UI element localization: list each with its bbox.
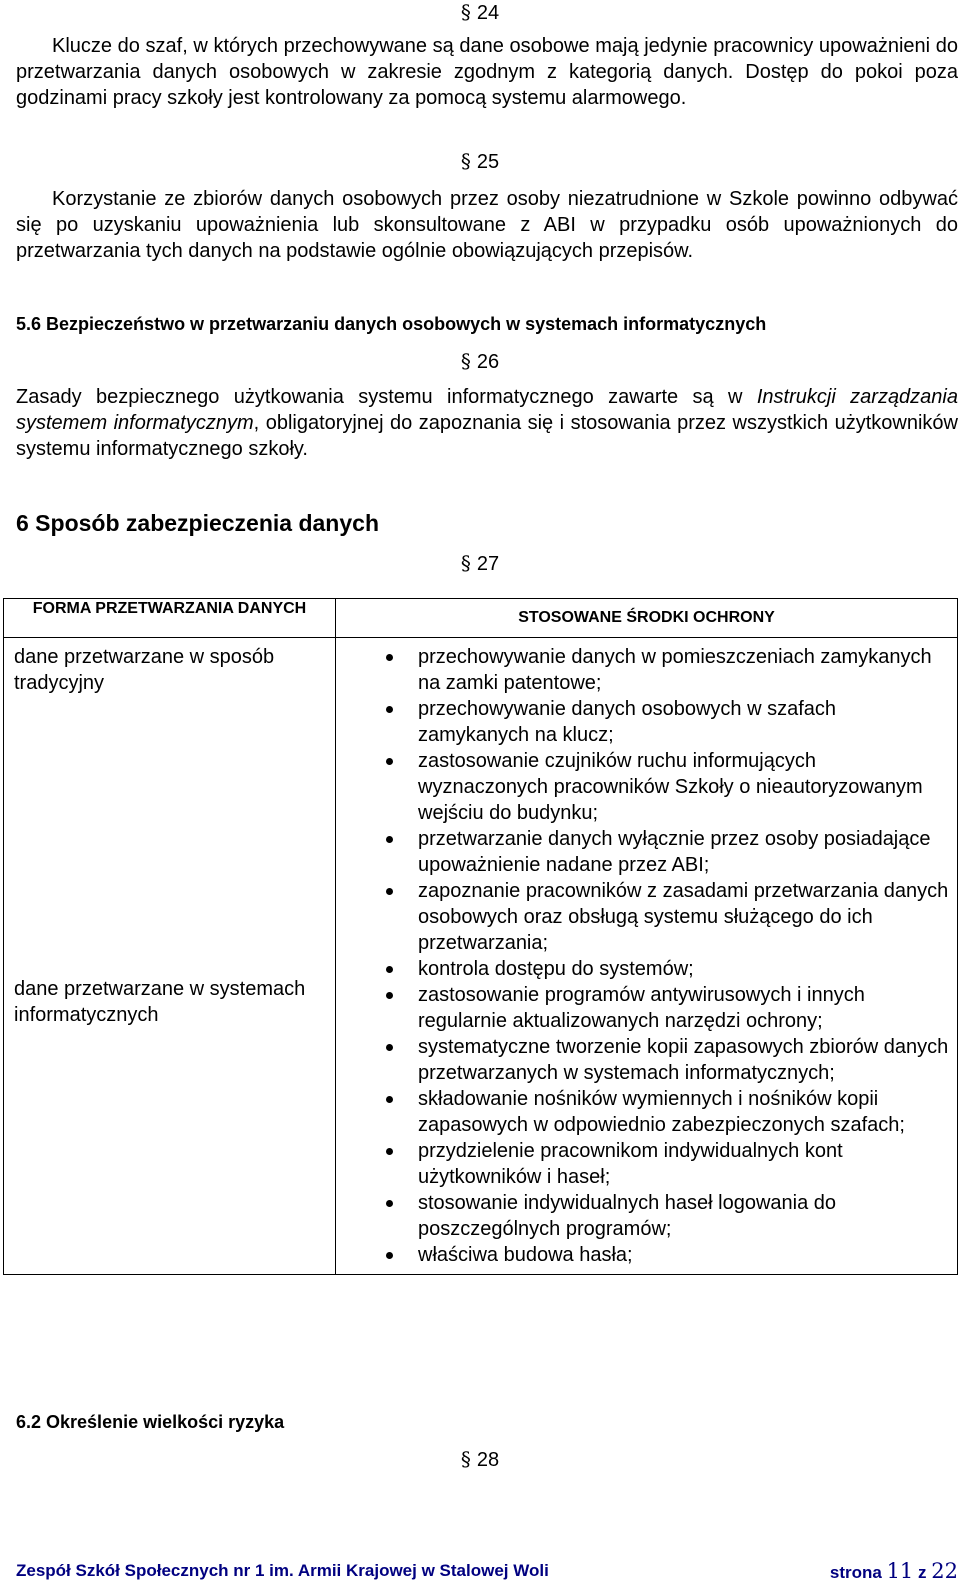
heading-5-6: 5.6 Bezpieczeństwo w przetwarzaniu danych osobowych w systemach informatycznych (16, 314, 767, 334)
column-header-form: FORMA PRZETWARZANIA DANYCH (4, 599, 336, 638)
footer-page-number (830, 1557, 958, 1587)
list-item: zastosowanie czujników ruchu informujących wyznaczonych pracowników Szkoły o nieautoryzowanym wejściu do budynku; (336, 748, 957, 826)
paragraph-24 (16, 33, 958, 111)
heading-6-2: 6.2 Określenie wielkości ryzyka (16, 1412, 285, 1432)
form-traditional: dane przetwarzane w sposób tradycyjny (14, 646, 275, 694)
section-symbol: § (460, 1447, 471, 1471)
footer-page-word: strona (829, 1563, 882, 1582)
list-item: systematyczne tworzenie kopii zapasowych zbiorów danych przetwarzanych w systemach informatycznych; (336, 1034, 957, 1086)
table-row (4, 638, 958, 1275)
footer-total-pages: 22 (931, 1559, 958, 1583)
footer-of-word: z (918, 1563, 927, 1582)
paragraph-24-text: Klucze do szaf, w których przechowywane są dane osobowe mają jedynie pracownicy upoważnieni do przetwarzania danych osobowych w zakresie zgodnym z kategorią danych. Dostęp do pokoi poza godzinami pracy szkoły jest kontrolowany za pomocą systemu alarmowego. (16, 35, 958, 109)
section-symbol: § (460, 349, 471, 373)
section-symbol: § (460, 0, 471, 24)
table-header-row (4, 599, 958, 638)
paragraph-25 (16, 186, 958, 264)
column-header-measures: STOSOWANE ŚRODKI OCHRONY (336, 599, 958, 638)
section-symbol: § (460, 149, 471, 173)
measures-list (336, 644, 957, 1268)
list-item: przydzielenie pracownikom indywidualnych kont użytkowników i haseł; (336, 1138, 957, 1190)
page-footer (16, 1557, 958, 1585)
list-item: stosowanie indywidualnych haseł logowania do poszczególnych programów; (336, 1190, 957, 1242)
section-number: 26 (476, 351, 500, 373)
paragraph-26-text-c: , obligatoryjnej do zapoznania się i stosowania przez wszystkich użytkowników systemu informatycznego szkoły. (16, 412, 958, 460)
form-cell (4, 638, 336, 1275)
section-number: 28 (476, 1449, 500, 1471)
list-item: zapoznanie pracowników z zasadami przetwarzania danych osobowych oraz obsługą systemu służącego do ich przetwarzania; (336, 878, 957, 956)
section-heading-25 (0, 149, 960, 174)
section-heading-28 (0, 1447, 960, 1472)
section-heading-27 (0, 551, 960, 576)
heading-6: 6 Sposób zabezpieczenia danych (16, 510, 379, 536)
list-item: przechowywanie danych w pomieszczeniach zamykanych na zamki patentowe; (336, 644, 957, 696)
list-item: właściwa budowa hasła; (336, 1242, 957, 1268)
paragraph-25-text: Korzystanie ze zbiorów danych osobowych przez osoby niezatrudnione w Szkole powinno odbywać się po uzyskaniu upoważnienia lub skonsultowane z ABI w przypadku osób upoważnionych do przetwarzania tych danych na podstawie ogólnie obowiązujących przepisów. (16, 188, 958, 262)
protection-measures-table (3, 598, 958, 1275)
paragraph-26-title: Instrukcji zarządzania systemem informatycznym (16, 386, 958, 434)
measures-cell (336, 638, 958, 1275)
list-item: przechowywanie danych osobowych w szafach zamykanych na klucz; (336, 696, 957, 748)
section-heading-26 (0, 349, 960, 374)
paragraph-26-text-a: Zasady bezpiecznego użytkowania systemu informatycznego zawarte są w (16, 386, 757, 408)
footer-current-page: 11 (886, 1559, 914, 1583)
list-item: kontrola dostępu do systemów; (336, 956, 957, 982)
list-item: zastosowanie programów antywirusowych i innych regularnie aktualizowanych narzędzi ochrony; (336, 982, 957, 1034)
section-number: 25 (476, 151, 500, 173)
list-item: składowanie nośników wymiennych i nośników kopii zapasowych w odpowiednio zabezpieczonych szafach; (336, 1086, 957, 1138)
section-number: 24 (476, 2, 500, 24)
footer-school-name: Zespół Szkół Społecznych nr 1 im. Armii Krajowej w Stalowej Woli (16, 1561, 549, 1580)
paragraph-26 (16, 384, 958, 462)
list-item: przetwarzanie danych wyłącznie przez osoby posiadające upoważnienie nadane przez ABI; (336, 826, 957, 878)
form-it-systems: dane przetwarzane w systemach informatycznych (14, 978, 306, 1026)
section-heading-24 (0, 0, 960, 25)
section-number: 27 (476, 553, 500, 575)
section-symbol: § (460, 551, 471, 575)
